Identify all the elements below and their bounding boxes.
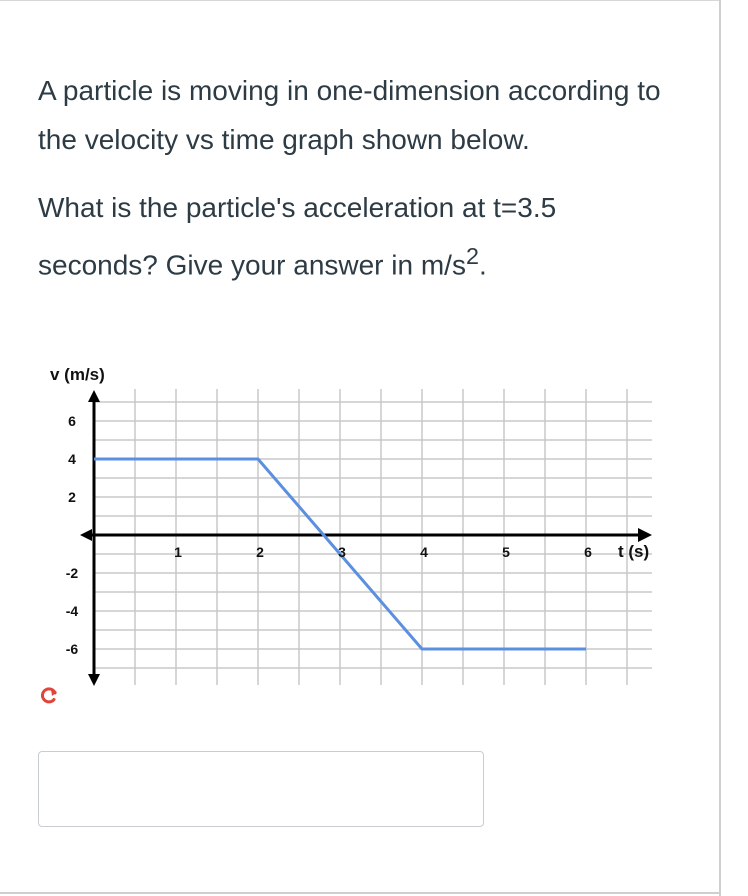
y-tick-label: -6 [65, 641, 79, 657]
y-tick-label: 6 [68, 413, 76, 429]
unit-exponent: 2 [465, 243, 479, 269]
graph-labels [50, 365, 649, 657]
x-tick-label: 2 [256, 544, 264, 560]
x-tick-label: 4 [420, 544, 428, 560]
question-text-main: What is the particle's acceleration at t=3.5 seconds? Give your answer in m/s [38, 192, 557, 281]
y-axis-arrowhead [88, 390, 100, 402]
question-paragraph-2 [38, 183, 678, 289]
y-tick-label: 2 [68, 489, 76, 505]
x-tick-label: 6 [584, 544, 592, 560]
frame-right-border [719, 0, 721, 896]
x-axis-arrowhead [638, 528, 652, 542]
graph-grid [94, 389, 652, 685]
x-tick-label: 1 [174, 544, 182, 560]
y-tick-label: -2 [65, 565, 79, 581]
y-axis-down-arrowhead [88, 674, 100, 686]
y-axis-label: v (m/s) [50, 365, 105, 384]
answer-input[interactable] [38, 751, 484, 827]
graph-axes [80, 390, 652, 686]
x-tick-label: 3 [338, 544, 346, 560]
y-tick-label: 4 [68, 451, 76, 467]
question-text [38, 66, 678, 289]
x-axis-label: t (s) [618, 542, 650, 561]
question-text-end: . [478, 249, 487, 281]
frame-top-border [0, 0, 720, 1]
frame-bottom-border [0, 892, 720, 894]
question-paragraph-1: A particle is moving in one-dimension according to the velocity vs time graph shown below. [38, 75, 661, 155]
velocity-time-graph [40, 356, 680, 706]
y-tick-label: -4 [65, 603, 79, 619]
reload-button[interactable] [42, 689, 57, 702]
x-tick-label: 5 [502, 544, 510, 560]
x-axis-back-arrowhead [80, 529, 92, 541]
